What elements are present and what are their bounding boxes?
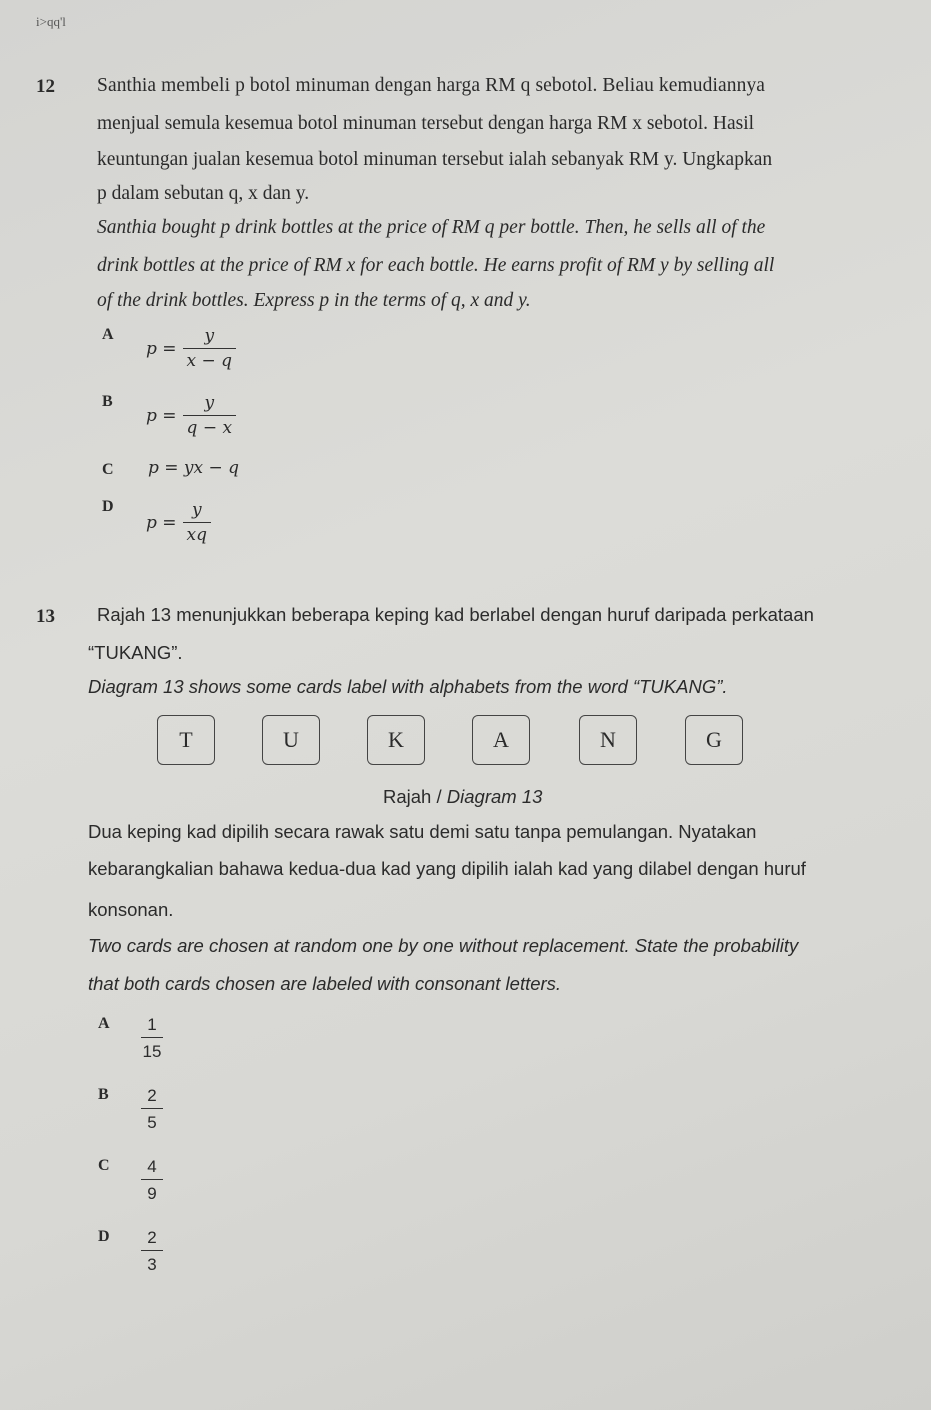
q13-option-c-denominator: 9 (141, 1179, 163, 1202)
q12-option-c-letter[interactable]: C (102, 461, 114, 478)
q12-malay-line-3: keuntungan jualan kesemua botol minuman tersebut ialah sebanyak RM y. Ungkapkan (97, 149, 773, 170)
q13-option-a-denominator: 15 (141, 1037, 163, 1060)
q12-option-d-lhs: p = (146, 513, 177, 533)
q13-option-b-denominator: 5 (141, 1108, 163, 1131)
q13-option-b-letter[interactable]: B (98, 1086, 109, 1103)
q13-option-c-letter[interactable]: C (98, 1157, 110, 1174)
q12-option-c-equation[interactable]: p = yx − q (148, 458, 240, 478)
header-scribble: i>qq'l (36, 14, 66, 29)
diagram-caption-english: Diagram 13 (446, 786, 543, 807)
q12-option-d-equation[interactable] (146, 502, 211, 544)
q13-option-d-denominator: 3 (141, 1250, 163, 1273)
q13-malay-question-line-3: konsonan. (88, 899, 174, 920)
q12-option-b-lhs: p = (146, 406, 177, 426)
q12-option-a-numerator: y (204, 326, 215, 346)
card-u[interactable]: U (262, 715, 320, 765)
diagram-caption (383, 788, 542, 807)
q13-option-a-numerator: 1 (147, 1015, 157, 1034)
q12-option-a-lhs: p = (146, 339, 177, 359)
q12-option-d-denominator: xq (183, 522, 211, 544)
q12-option-d-numerator: y (191, 500, 202, 520)
q12-option-b-equation[interactable] (146, 395, 236, 437)
q13-option-b-fraction[interactable] (141, 1087, 163, 1131)
q12-malay-line-4: p dalam sebutan q, x dan y. (97, 183, 310, 204)
q13-option-a-fraction[interactable] (141, 1016, 163, 1060)
q13-malay-question-line-2: kebarangkalian bahawa kedua-dua kad yang dipilih ialah kad yang dilabel dengan huruf (88, 858, 806, 879)
q12-malay-line-2: menjual semula kesemua botol minuman tersebut dengan harga RM x sebotol. Hasil (97, 113, 755, 134)
diagram-caption-malay: Rajah / (383, 786, 447, 807)
card-g[interactable]: G (685, 715, 743, 765)
q13-malay-question-line-1: Dua keping kad dipilih secara rawak satu demi satu tanpa pemulangan. Nyatakan (88, 821, 757, 842)
q13-option-b-numerator: 2 (147, 1086, 157, 1105)
q12-option-b-letter[interactable]: B (102, 393, 113, 410)
q12-option-a-denominator: x − q (183, 348, 237, 370)
q12-english-line-1: Santhia bought p drink bottles at the price of RM q per bottle. Then, he sells all of the (97, 217, 766, 238)
q12-option-b-numerator: y (204, 393, 215, 413)
q13-malay-intro-line-2: “TUKANG”. (88, 642, 183, 663)
q13-english-question-line-2: that both cards chosen are labeled with consonant letters. (88, 973, 562, 994)
q12-option-a-equation[interactable] (146, 328, 236, 370)
q13-english-question-line-1: Two cards are chosen at random one by one without replacement. State the probability (88, 935, 799, 956)
q12-english-line-3: of the drink bottles. Express p in the terms of q, x and y. (97, 290, 531, 311)
question-13-number: 13 (36, 606, 55, 627)
q13-english-intro: Diagram 13 shows some cards label with alphabets from the word “TUKANG”. (88, 676, 728, 697)
q13-option-c-fraction[interactable] (141, 1158, 163, 1202)
q13-option-c-numerator: 4 (147, 1157, 157, 1176)
card-t[interactable]: T (157, 715, 215, 765)
q13-option-d-letter[interactable]: D (98, 1228, 110, 1245)
q12-option-b-denominator: q − x (183, 415, 237, 437)
q13-option-a-letter[interactable]: A (98, 1015, 110, 1032)
card-a[interactable]: A (472, 715, 530, 765)
card-k[interactable]: K (367, 715, 425, 765)
card-n[interactable]: N (579, 715, 637, 765)
q13-malay-intro-line-1: Rajah 13 menunjukkan beberapa keping kad berlabel dengan huruf daripada perkataan (97, 604, 814, 625)
q12-english-line-2: drink bottles at the price of RM x for each bottle. He earns profit of RM y by selling all (97, 255, 775, 276)
q12-malay-line-1: Santhia membeli p botol minuman dengan harga RM q sebotol. Beliau kemudiannya (97, 75, 766, 96)
question-12-number: 12 (36, 76, 55, 97)
q13-option-d-numerator: 2 (147, 1228, 157, 1247)
q13-option-d-fraction[interactable] (141, 1229, 163, 1273)
q12-option-a-letter[interactable]: A (102, 326, 114, 343)
q12-option-d-letter[interactable]: D (102, 498, 114, 515)
